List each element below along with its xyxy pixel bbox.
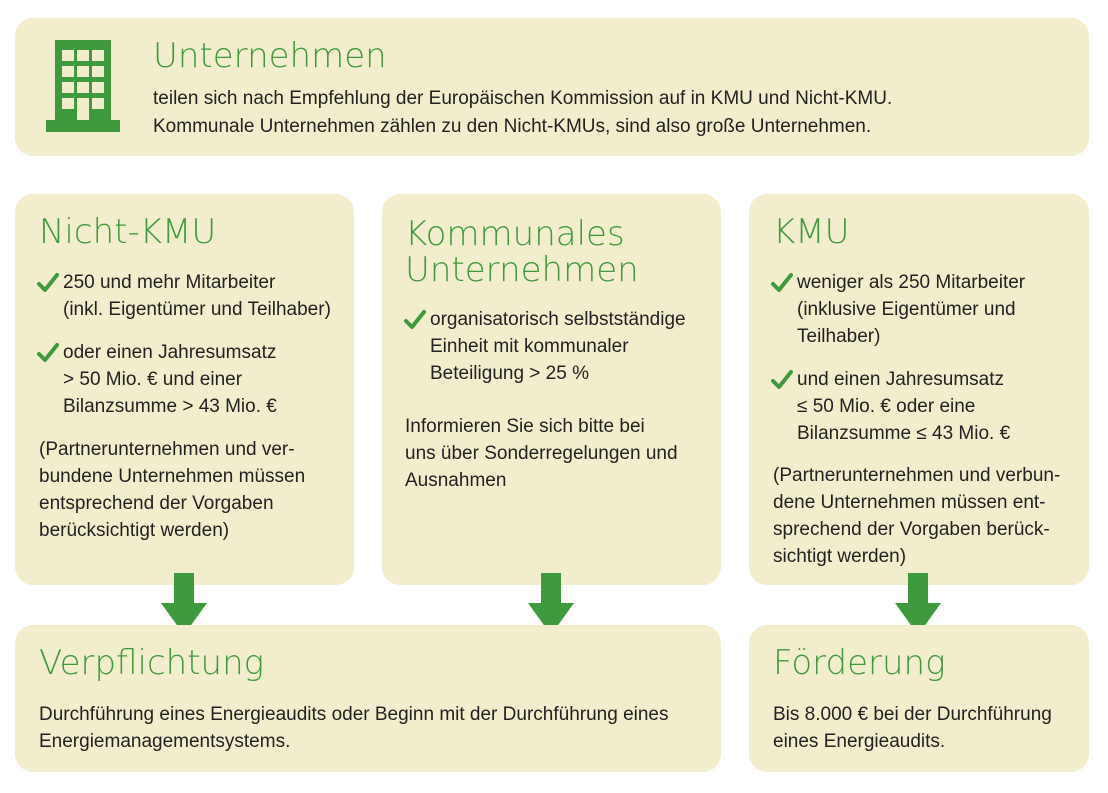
nicht-kmu-title: Nicht-KMU (39, 212, 217, 252)
kmu-title: KMU (773, 212, 850, 252)
foerderung-text: Bis 8.000 € bei der Durchführung eines Energieaudits. (773, 704, 1052, 752)
verpflichtung-title: Verpflichtung (39, 643, 265, 683)
kmu-item-2-text: und einen Jahresumsatz ≤ 50 Mio. € oder eine Bilanzsumme ≤ 43 Mio. € (797, 369, 1011, 444)
kommunal-item-1-text: organisatorisch selbstständige Einheit mit kommunaler Beteiligung > 25 % (430, 309, 686, 384)
kommunal-note: Informieren Sie sich bitte bei uns über Sonderregelungen und Ausnahmen (405, 416, 678, 491)
verpflichtung-box (15, 625, 721, 772)
kommunal-title: Kommunales Unternehmen (405, 214, 639, 290)
building-icon (46, 40, 120, 132)
header-title: Unternehmen (153, 36, 387, 76)
kmu-box (749, 194, 1089, 585)
kmu-note: (Partnerunternehmen und verbun- dene Unternehmen müssen ent- sprechend der Vorgaben berück- sichtigt werden) (773, 465, 1061, 567)
kmu-item-1-text: weniger als 250 Mitarbeiter (inklusive Eigentümer und Teilhaber) (797, 272, 1026, 347)
check-icon (404, 309, 426, 331)
header-box (15, 18, 1089, 156)
check-icon (37, 272, 59, 294)
nicht-kmu-item-2-text: oder einen Jahresumsatz > 50 Mio. € und einer Bilanzsumme > 43 Mio. € (63, 342, 277, 417)
nicht-kmu-box (15, 194, 354, 585)
check-icon (771, 369, 793, 391)
kommunal-box (382, 194, 721, 585)
verpflichtung-text: Durchführung eines Energieaudits oder Beginn mit der Durchführung eines Energiemanagementsystems. (39, 704, 669, 752)
foerderung-title: Förderung (773, 643, 946, 683)
nicht-kmu-note: (Partnerunternehmen und ver- bundene Unternehmen müssen entsprechend der Vorgaben berücksichtigt werden) (39, 439, 306, 541)
header-text: teilen sich nach Empfehlung der Europäischen Kommission auf in KMU und Nicht-KMU. Kommunale Unternehmen zählen zu den Nicht-KMUs, sind also große Unternehmen. (153, 88, 893, 137)
check-icon (771, 272, 793, 294)
nicht-kmu-item-1-text: 250 und mehr Mitarbeiter (inkl. Eigentümer und Teilhaber) (63, 272, 331, 320)
check-icon (37, 342, 59, 364)
foerderung-box (749, 625, 1089, 772)
